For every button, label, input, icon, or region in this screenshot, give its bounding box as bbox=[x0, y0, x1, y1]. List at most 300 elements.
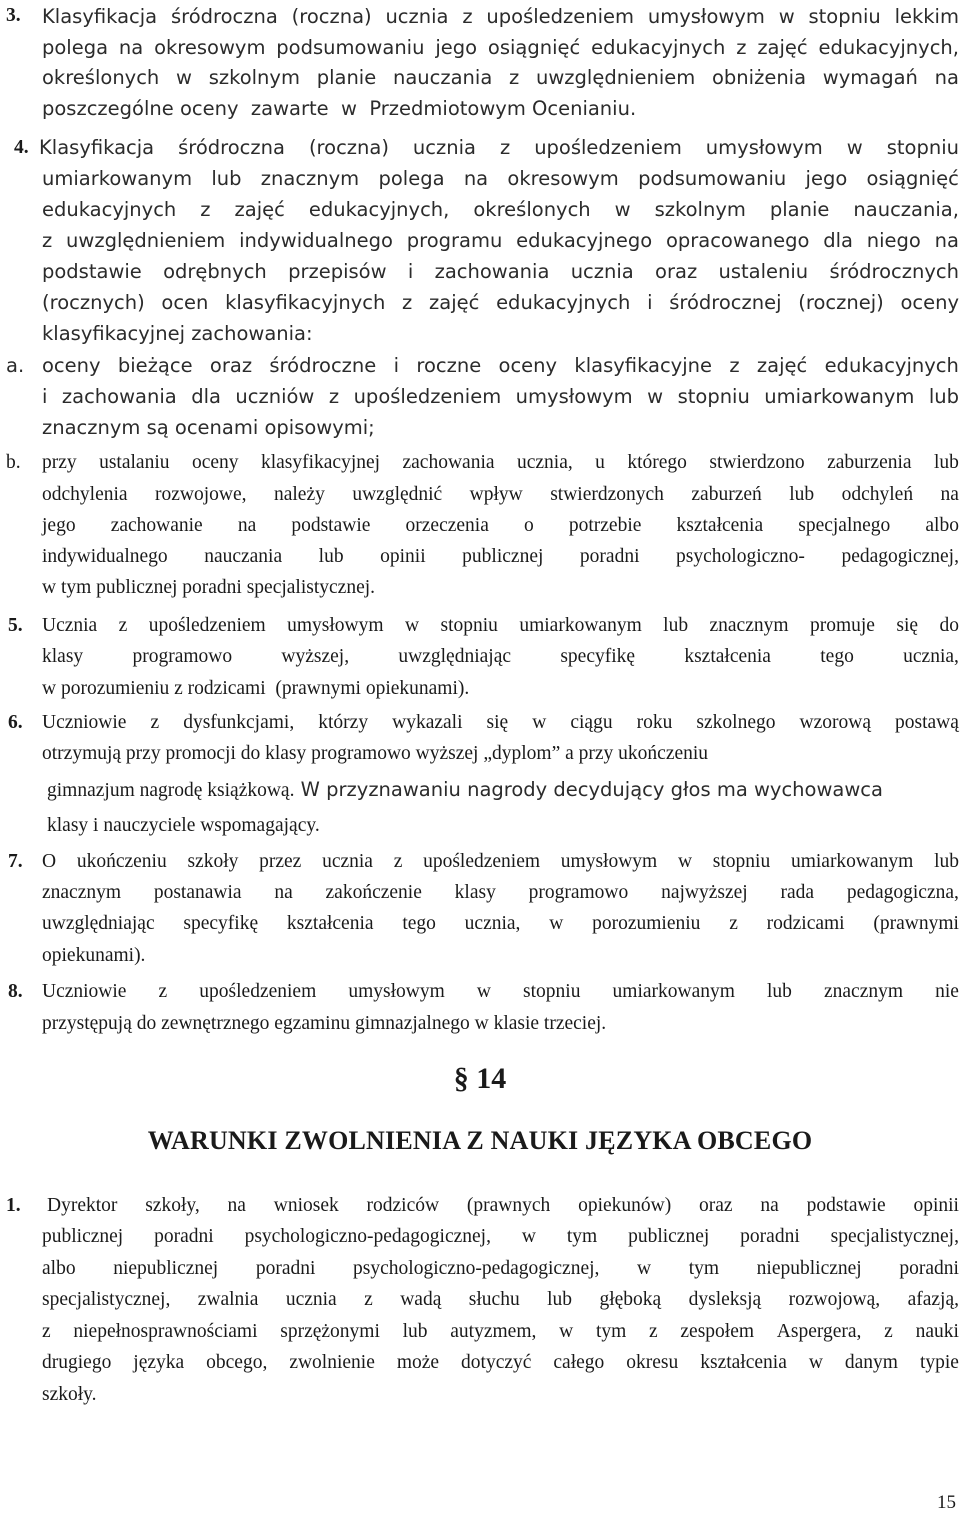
text-line bbox=[42, 231, 959, 251]
text-line: otrzymują przy promocji do klasy programowo wyższej „dyplom” a przy ukończeniu bbox=[42, 743, 709, 764]
word: najwyższej bbox=[661, 882, 748, 903]
word: postawą bbox=[895, 712, 959, 733]
word: szkolnego bbox=[696, 712, 776, 733]
word: na bbox=[463, 167, 489, 190]
word: rodzicami bbox=[766, 913, 845, 934]
word: lub bbox=[663, 615, 689, 636]
word: znacznym bbox=[824, 981, 904, 1002]
word: planie bbox=[769, 198, 830, 221]
word: z bbox=[200, 198, 211, 221]
item-number-7: 7. bbox=[8, 851, 23, 872]
word: w bbox=[176, 66, 192, 89]
word: stopniu bbox=[808, 5, 881, 28]
word: stopniu bbox=[677, 385, 750, 408]
word: umysłowym bbox=[515, 385, 633, 408]
text-line: przystępują do zewnętrznego egzaminu gimnazjalnego w klasie trzeciej. bbox=[42, 1013, 607, 1034]
word: umysłowym bbox=[705, 136, 823, 159]
word: śródrocznej bbox=[669, 291, 782, 314]
word: stopniu bbox=[886, 136, 959, 159]
word: potrzebie bbox=[568, 515, 642, 536]
text-line bbox=[42, 387, 959, 407]
word: w bbox=[647, 385, 664, 408]
word: Ucznia bbox=[42, 615, 98, 636]
text-line bbox=[42, 68, 959, 88]
word: stwierdzono bbox=[709, 452, 805, 473]
word: w bbox=[677, 851, 693, 872]
word: lub bbox=[934, 452, 959, 473]
word: stwierdzonych bbox=[550, 484, 664, 505]
text-line: opiekunami). bbox=[42, 945, 146, 966]
item-number-6: 6. bbox=[8, 712, 23, 733]
word: z bbox=[402, 291, 413, 314]
word: w bbox=[549, 913, 564, 934]
word: ucznia bbox=[285, 1289, 337, 1310]
word: publicznej bbox=[42, 1226, 124, 1247]
word: edukacyjnych bbox=[824, 354, 959, 377]
word: zajęć bbox=[757, 36, 808, 59]
word: publicznej bbox=[628, 1226, 710, 1247]
word: poradni bbox=[255, 1258, 316, 1279]
word: na bbox=[760, 1195, 779, 1216]
word: klasy bbox=[42, 646, 84, 667]
word: na bbox=[934, 66, 959, 89]
text-line bbox=[47, 780, 883, 801]
word: z bbox=[158, 981, 168, 1002]
word: zajęć bbox=[429, 291, 480, 314]
word: polega bbox=[378, 167, 445, 190]
word: edukacyjnych bbox=[591, 36, 726, 59]
text-fragment: W przyznawaniu nagrody decydujący głos ma wychowawca bbox=[294, 778, 883, 801]
word: się bbox=[896, 615, 919, 636]
word: porozumieniu bbox=[592, 913, 701, 934]
word: specjalistycznej, bbox=[830, 1226, 959, 1247]
text-line bbox=[42, 647, 959, 667]
word: albo bbox=[925, 515, 959, 536]
word: (roczna) bbox=[291, 5, 372, 28]
word: ukończeniu bbox=[76, 851, 167, 872]
word: uwzględnieniem bbox=[66, 229, 226, 252]
item-number-8: 8. bbox=[8, 981, 23, 1002]
word: z bbox=[118, 615, 128, 636]
word: psychologiczno- bbox=[676, 546, 805, 567]
word: zachowania bbox=[434, 260, 550, 283]
word: podstawie bbox=[42, 260, 142, 283]
word: publicznej bbox=[462, 546, 544, 567]
text-line bbox=[39, 138, 959, 158]
word: zajęć bbox=[756, 354, 808, 377]
word: znacznym bbox=[709, 615, 789, 636]
word: klasyfikacyjnej bbox=[260, 452, 381, 473]
word: okresu bbox=[626, 1352, 679, 1373]
word: niepełnosprawnościami bbox=[73, 1321, 258, 1342]
word: do bbox=[939, 615, 959, 636]
word: szkoły, bbox=[145, 1195, 200, 1216]
word: na bbox=[237, 515, 257, 536]
word: nauczania bbox=[392, 66, 493, 89]
word: lub bbox=[547, 1289, 573, 1310]
word: z bbox=[42, 229, 53, 252]
word: języka bbox=[133, 1352, 185, 1373]
word: upośledzeniem bbox=[534, 136, 682, 159]
word: umiarkowanym bbox=[519, 615, 642, 636]
word: Dyrektor bbox=[47, 1195, 118, 1216]
word: roczne bbox=[416, 354, 482, 377]
word: klasyfikacyjne bbox=[574, 354, 712, 377]
text-line bbox=[47, 1196, 959, 1216]
word: psychologiczno-pedagogicznej, bbox=[353, 1258, 600, 1279]
word: opracowanego bbox=[665, 229, 810, 252]
text-line bbox=[42, 169, 959, 189]
word: poradni bbox=[899, 1258, 959, 1279]
word: ciągu bbox=[570, 712, 613, 733]
text-line bbox=[42, 1227, 959, 1247]
word: i bbox=[393, 354, 400, 377]
word: postanawia bbox=[153, 882, 242, 903]
word: przy bbox=[42, 452, 77, 473]
word: wymagań bbox=[822, 66, 918, 89]
section-title: WARUNKI ZWOLNIENIA Z NAUKI JĘZYKA OBCEGO bbox=[147, 1126, 813, 1155]
word: w bbox=[846, 136, 863, 159]
text-line: klasyfikacyjnej zachowania: bbox=[42, 322, 313, 345]
text-line bbox=[42, 1290, 959, 1310]
word: rodziców bbox=[366, 1195, 440, 1216]
word: przepisów bbox=[288, 260, 387, 283]
word: w bbox=[808, 1352, 823, 1373]
word: z bbox=[649, 1321, 658, 1342]
word: się bbox=[486, 712, 509, 733]
word: niepublicznej bbox=[113, 1258, 219, 1279]
word: zachowania bbox=[402, 452, 495, 473]
word: okresowym bbox=[154, 36, 266, 59]
word: którzy bbox=[318, 712, 369, 733]
word: przez bbox=[259, 851, 302, 872]
word: szkoły bbox=[187, 851, 239, 872]
word: ucznia bbox=[385, 5, 449, 28]
text-line bbox=[42, 883, 959, 903]
word: z bbox=[393, 851, 403, 872]
word: wzorową bbox=[799, 712, 871, 733]
word: odchyleń bbox=[841, 484, 914, 505]
word: afazją, bbox=[907, 1289, 959, 1310]
word: umiarkowanym bbox=[790, 851, 914, 872]
word: jego bbox=[42, 515, 76, 536]
word: specjalnego bbox=[798, 515, 891, 536]
word: ucznia, bbox=[903, 646, 959, 667]
word: z bbox=[736, 36, 747, 59]
text-line bbox=[42, 1353, 959, 1373]
word: dysleksją bbox=[688, 1289, 762, 1310]
word: edukacyjnych, bbox=[818, 36, 959, 59]
word: umysłowym bbox=[287, 615, 384, 636]
word: lub bbox=[789, 484, 815, 505]
word: dla bbox=[823, 229, 853, 252]
word: wykazali bbox=[392, 712, 463, 733]
word: może bbox=[396, 1352, 440, 1373]
word: i bbox=[407, 260, 414, 283]
text-line bbox=[42, 547, 959, 567]
word: opinii bbox=[913, 1195, 959, 1216]
text-line bbox=[42, 516, 959, 536]
word: oceny bbox=[900, 291, 959, 314]
word: autyzmem, bbox=[450, 1321, 537, 1342]
word: drugiego bbox=[42, 1352, 112, 1373]
text-line bbox=[42, 852, 959, 872]
word: roku bbox=[636, 712, 673, 733]
word: poradni bbox=[154, 1226, 214, 1247]
word: zwolnienie bbox=[289, 1352, 375, 1373]
word: rozwojową, bbox=[788, 1289, 881, 1310]
word: kształcenia bbox=[684, 646, 771, 667]
word: kształcenia bbox=[700, 1352, 787, 1373]
word: danym bbox=[844, 1352, 898, 1373]
word: pedagogicznej, bbox=[841, 546, 959, 567]
word: specyfikę bbox=[560, 646, 636, 667]
word: z bbox=[509, 66, 520, 89]
word: tego bbox=[402, 913, 436, 934]
word: tego bbox=[820, 646, 854, 667]
word: w bbox=[404, 615, 420, 636]
word: polega bbox=[42, 36, 109, 59]
word: zespołem bbox=[680, 1321, 755, 1342]
word: lub bbox=[928, 385, 959, 408]
word: podsumowaniu bbox=[276, 36, 425, 59]
word: podsumowaniu bbox=[638, 167, 787, 190]
word: oraz bbox=[699, 1195, 733, 1216]
word: o bbox=[523, 515, 534, 536]
word: z bbox=[729, 354, 740, 377]
word: upośledzeniem bbox=[353, 385, 502, 408]
text-line bbox=[42, 293, 959, 313]
word: ustalaniu bbox=[99, 452, 170, 473]
word: oceny bbox=[191, 452, 239, 473]
word: kształcenia bbox=[286, 913, 374, 934]
word: indywidualnego bbox=[239, 229, 393, 252]
word: dotyczyć bbox=[461, 1352, 532, 1373]
word: szkolnym bbox=[208, 66, 300, 89]
word: z bbox=[150, 712, 160, 733]
word: zaburzeń bbox=[691, 484, 762, 505]
word: ucznia bbox=[322, 851, 373, 872]
word: lekkim bbox=[894, 5, 959, 28]
word: umiarkowanym bbox=[42, 167, 193, 190]
word: ocen bbox=[161, 291, 209, 314]
word: należy bbox=[273, 484, 325, 505]
text-line: poszczególne oceny zawarte w Przedmiotowym Ocenianiu. bbox=[42, 97, 637, 120]
word: osiągnięć bbox=[866, 167, 959, 190]
word: (roczna) bbox=[308, 136, 389, 159]
word: na bbox=[274, 882, 293, 903]
word: programowo bbox=[132, 646, 233, 667]
word: (prawnymi bbox=[873, 913, 959, 934]
word: z bbox=[42, 1321, 51, 1342]
word: edukacyjnych bbox=[496, 291, 631, 314]
word: ustaleniu bbox=[718, 260, 809, 283]
word: psychologiczno-pedagogicznej, bbox=[244, 1226, 491, 1247]
word: umysłowym bbox=[348, 981, 445, 1002]
word: z bbox=[328, 385, 340, 408]
word: szkolnym bbox=[654, 198, 746, 221]
word: i bbox=[647, 291, 653, 314]
word: edukacyjnego bbox=[516, 229, 653, 252]
word: obcego, bbox=[206, 1352, 268, 1373]
word: u bbox=[595, 452, 605, 473]
word: śródroczna bbox=[170, 5, 278, 28]
word: z bbox=[884, 1321, 893, 1342]
word: słuchu bbox=[468, 1289, 520, 1310]
item-marker-a: a. bbox=[6, 354, 25, 377]
word: klasyfikacyjnych bbox=[225, 291, 386, 314]
word: dysfunkcjami, bbox=[183, 712, 295, 733]
word: na bbox=[118, 36, 144, 59]
word: określonych bbox=[42, 66, 160, 89]
word: indywidualnego bbox=[42, 546, 168, 567]
word: oraz bbox=[655, 260, 698, 283]
word: na bbox=[934, 229, 959, 252]
word: (rocznych) bbox=[42, 291, 145, 314]
word: z bbox=[364, 1289, 373, 1310]
word: niepublicznej bbox=[756, 1258, 862, 1279]
text-line bbox=[42, 914, 959, 934]
word: okresowym bbox=[507, 167, 619, 190]
text-line bbox=[42, 38, 959, 58]
word: jego bbox=[435, 36, 478, 59]
word: zachowanie bbox=[110, 515, 203, 536]
text-line bbox=[42, 453, 959, 473]
word: ucznia bbox=[412, 136, 476, 159]
word: uczniów bbox=[235, 385, 315, 408]
text-line bbox=[42, 616, 959, 636]
word: niego bbox=[866, 229, 921, 252]
word: odchylenia bbox=[42, 484, 128, 505]
word: znacznym bbox=[260, 167, 360, 190]
word: lub bbox=[767, 981, 792, 1002]
word: tym bbox=[595, 1321, 627, 1342]
word: w bbox=[476, 981, 491, 1002]
word: w bbox=[559, 1321, 574, 1342]
word: umysłowym bbox=[560, 851, 658, 872]
word: programu bbox=[406, 229, 503, 252]
word: poradni bbox=[579, 546, 640, 567]
text-line bbox=[42, 1259, 959, 1279]
word: tym bbox=[566, 1226, 598, 1247]
text-line: klasy i nauczyciele wspomagający. bbox=[47, 815, 320, 836]
word: dla bbox=[191, 385, 221, 408]
word: promuje bbox=[809, 615, 875, 636]
word: typie bbox=[919, 1352, 959, 1373]
word: oceny bbox=[498, 354, 558, 377]
text-line bbox=[42, 485, 959, 505]
text-fragment: gimnazjum nagrodę książkową. bbox=[47, 780, 295, 801]
word: na bbox=[227, 1195, 246, 1216]
word: upośledzeniem bbox=[148, 615, 266, 636]
word: którego bbox=[627, 452, 687, 473]
word: oraz bbox=[209, 354, 253, 377]
word: zachowania bbox=[61, 385, 177, 408]
word: w bbox=[532, 712, 547, 733]
word: upośledzeniem bbox=[423, 851, 541, 872]
word: z bbox=[499, 136, 511, 159]
item-number-1: 1. bbox=[6, 1195, 21, 1216]
text-line bbox=[42, 7, 959, 27]
word: lub bbox=[318, 546, 344, 567]
word: tym bbox=[688, 1258, 720, 1279]
text-line: szkoły. bbox=[42, 1384, 97, 1405]
word: wadą bbox=[400, 1289, 442, 1310]
word: lub bbox=[211, 167, 242, 190]
word: Aspergera, bbox=[776, 1321, 862, 1342]
word: Uczniowie bbox=[42, 981, 127, 1002]
word: O bbox=[42, 851, 57, 872]
word: określonych bbox=[473, 198, 591, 221]
word: umiarkowanym bbox=[612, 981, 735, 1002]
item-marker-b: b. bbox=[6, 452, 21, 473]
word: wniosek bbox=[273, 1195, 339, 1216]
word: bieżące bbox=[117, 354, 193, 377]
text-line bbox=[42, 200, 959, 220]
word: głęboką bbox=[599, 1289, 662, 1310]
word: umiarkowanym bbox=[764, 385, 915, 408]
word: stopniu bbox=[523, 981, 581, 1002]
text-line: znacznym są ocenami opisowymi; bbox=[42, 416, 375, 439]
word: i bbox=[42, 385, 48, 408]
word: oceny bbox=[42, 354, 101, 377]
word: znacznym bbox=[42, 882, 122, 903]
word: uwzględniając bbox=[398, 646, 512, 667]
word: w bbox=[778, 5, 795, 28]
word: zwalnia bbox=[197, 1289, 259, 1310]
word: jego bbox=[805, 167, 848, 190]
word: orzeczenia bbox=[405, 515, 489, 536]
word: poradni bbox=[740, 1226, 800, 1247]
text-line bbox=[42, 262, 959, 282]
word: uwzględniając bbox=[42, 913, 155, 934]
text-line bbox=[42, 356, 959, 376]
word: stopniu bbox=[440, 615, 498, 636]
word: nauczania, bbox=[853, 198, 959, 221]
word: edukacyjnych, bbox=[308, 198, 450, 221]
word: specjalistycznej, bbox=[42, 1289, 171, 1310]
text-line bbox=[42, 1322, 959, 1342]
text-line: w tym publicznej poradni specjalistycznej. bbox=[42, 577, 376, 598]
word: osiągnięć bbox=[487, 36, 581, 59]
word: lub bbox=[402, 1321, 428, 1342]
word: w bbox=[614, 198, 631, 221]
word: rozwojowe, bbox=[155, 484, 247, 505]
word: Uczniowie bbox=[42, 712, 127, 733]
word: upośledzeniem bbox=[486, 5, 635, 28]
word: wyższej, bbox=[281, 646, 350, 667]
word: rada bbox=[780, 882, 815, 903]
word: zajęć bbox=[234, 198, 285, 221]
word: (prawnych bbox=[466, 1195, 551, 1216]
word: Klasyfikacja bbox=[42, 5, 158, 28]
word: śródrocznych bbox=[829, 260, 959, 283]
word: uwzględnieniem bbox=[536, 66, 696, 89]
word: specyfikę bbox=[183, 913, 259, 934]
item-number-5: 5. bbox=[8, 615, 23, 636]
text-line bbox=[42, 982, 959, 1002]
word: umysłowym bbox=[647, 5, 765, 28]
word: Klasyfikacja bbox=[39, 136, 155, 159]
word: pedagogiczna, bbox=[846, 882, 959, 903]
word: (rocznej) bbox=[798, 291, 884, 314]
word: ucznia, bbox=[516, 452, 573, 473]
word: zakończenie bbox=[325, 882, 422, 903]
word: upośledzeniem bbox=[199, 981, 317, 1002]
text-line bbox=[42, 713, 959, 733]
word: opiekunów) bbox=[578, 1195, 672, 1216]
item-number-4: 4. bbox=[14, 137, 29, 158]
